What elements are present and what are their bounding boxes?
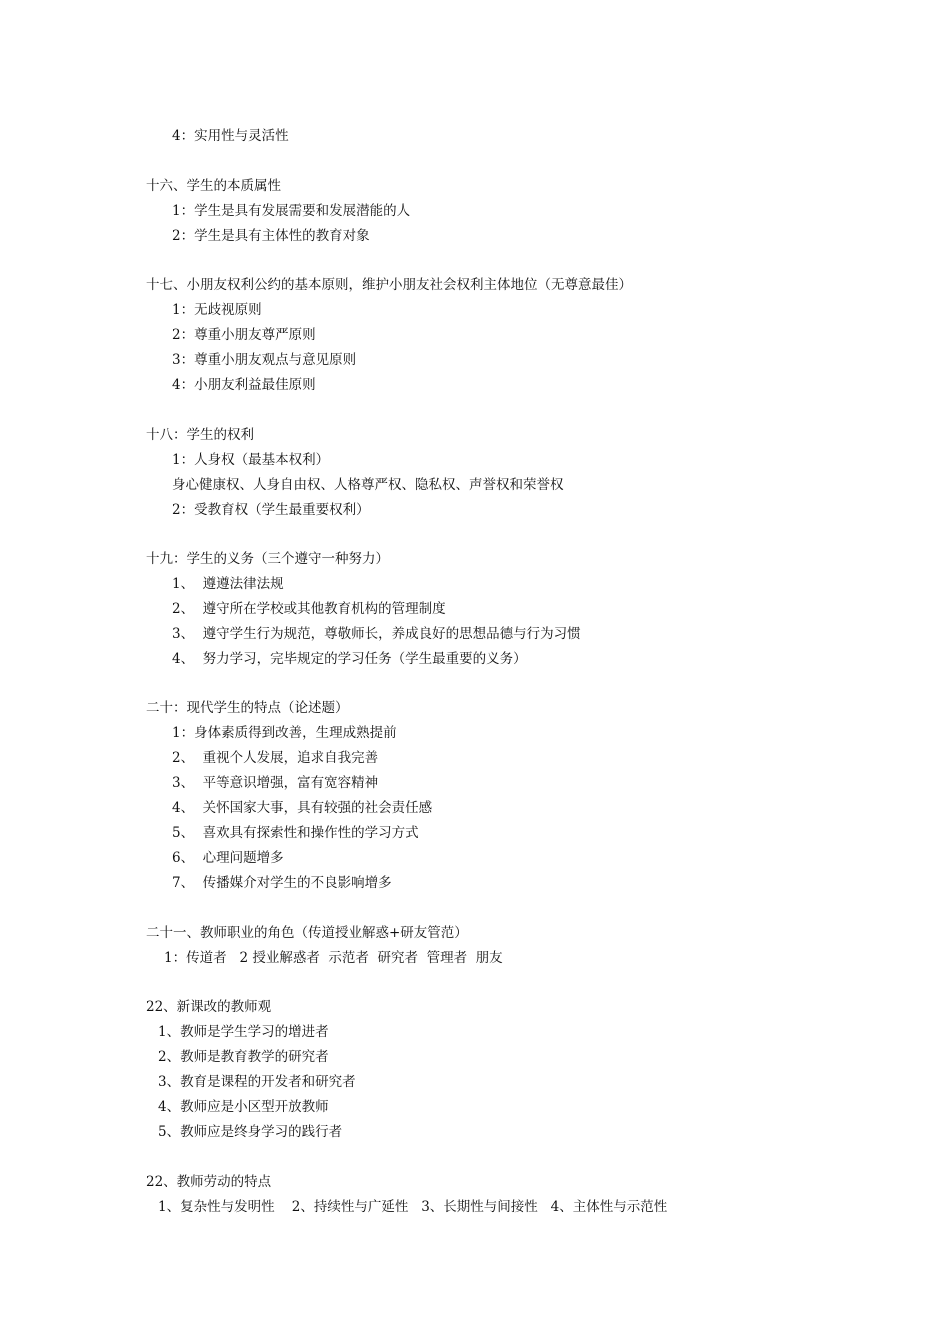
- list-item: 2：学生是具有主体性的教育对象: [172, 228, 370, 244]
- section-heading-22-teacher-labor: 22、教师劳动的特点: [146, 1174, 272, 1190]
- list-item: 4、教师应是小区型开放教师: [158, 1099, 329, 1115]
- list-item: 4：小朋友利益最佳原则: [172, 377, 316, 393]
- list-item: 2、教师是教育教学的研究者: [158, 1049, 329, 1065]
- list-item: 4、 努力学习，完毕规定的学习任务（学生最重要的义务）: [172, 651, 527, 667]
- list-item: 5、教师应是终身学习的践行者: [158, 1124, 343, 1140]
- list-item: 3、 遵守学生行为规范，尊敬师长，养成良好的思想品德与行为习惯: [172, 626, 581, 642]
- list-item: 身心健康权、人身自由权、人格尊严权、隐私权、声誉权和荣誉权: [172, 477, 564, 493]
- section-heading-21: 二十一、教师职业的角色（传道授业解惑+研友管范）: [146, 925, 468, 941]
- section-heading-16: 十六、学生的本质属性: [146, 178, 281, 194]
- list-item: 4、 关怀国家大事，具有较强的社会责任感: [172, 800, 433, 816]
- section-heading-22-teacher-view: 22、新课改的教师观: [146, 999, 272, 1015]
- section-heading-17: 十七、小朋友权利公约的基本原则，维护小朋友社会权利主体地位（无尊意最佳）: [146, 277, 632, 293]
- list-item: 4：实用性与灵活性: [172, 128, 289, 144]
- section-heading-19: 十九：学生的义务（三个遵守一种努力）: [146, 551, 389, 567]
- list-item: 1、教师是学生学习的增进者: [158, 1024, 329, 1040]
- list-item: 1、 遵遵法律法规: [172, 576, 284, 592]
- list-item: 6、 心理问题增多: [172, 850, 284, 866]
- list-item: 1：身体素质得到改善，生理成熟提前: [172, 725, 397, 741]
- list-item: 1：传道者 2 授业解惑者 示范者 研究者 管理者 朋友: [164, 950, 503, 966]
- list-item: 1：无歧视原则: [172, 302, 262, 318]
- list-item: 7、 传播媒介对学生的不良影响增多: [172, 875, 392, 891]
- list-item: 3、 平等意识增强，富有宽容精神: [172, 775, 379, 791]
- section-heading-18: 十八：学生的权利: [146, 427, 254, 443]
- list-item: 3、教育是课程的开发者和研究者: [158, 1074, 356, 1090]
- list-item: 3：尊重小朋友观点与意见原则: [172, 352, 357, 368]
- list-item: 5、 喜欢具有探索性和操作性的学习方式: [172, 825, 419, 841]
- list-item: 2：尊重小朋友尊严原则: [172, 327, 316, 343]
- section-heading-20: 二十：现代学生的特点（论述题）: [146, 700, 349, 716]
- list-item: 1：人身权（最基本权利）: [172, 452, 330, 468]
- list-item: 2、 遵守所在学校或其他教育机构的管理制度: [172, 601, 446, 617]
- list-item: 1、复杂性与发明性 2、持续性与广延性 3、长期性与间接性 4、主体性与示范性: [158, 1199, 668, 1215]
- list-item: 2：受教育权（学生最重要权利）: [172, 502, 370, 518]
- list-item: 1：学生是具有发展需要和发展潜能的人: [172, 203, 411, 219]
- list-item: 2、 重视个人发展，追求自我完善: [172, 750, 379, 766]
